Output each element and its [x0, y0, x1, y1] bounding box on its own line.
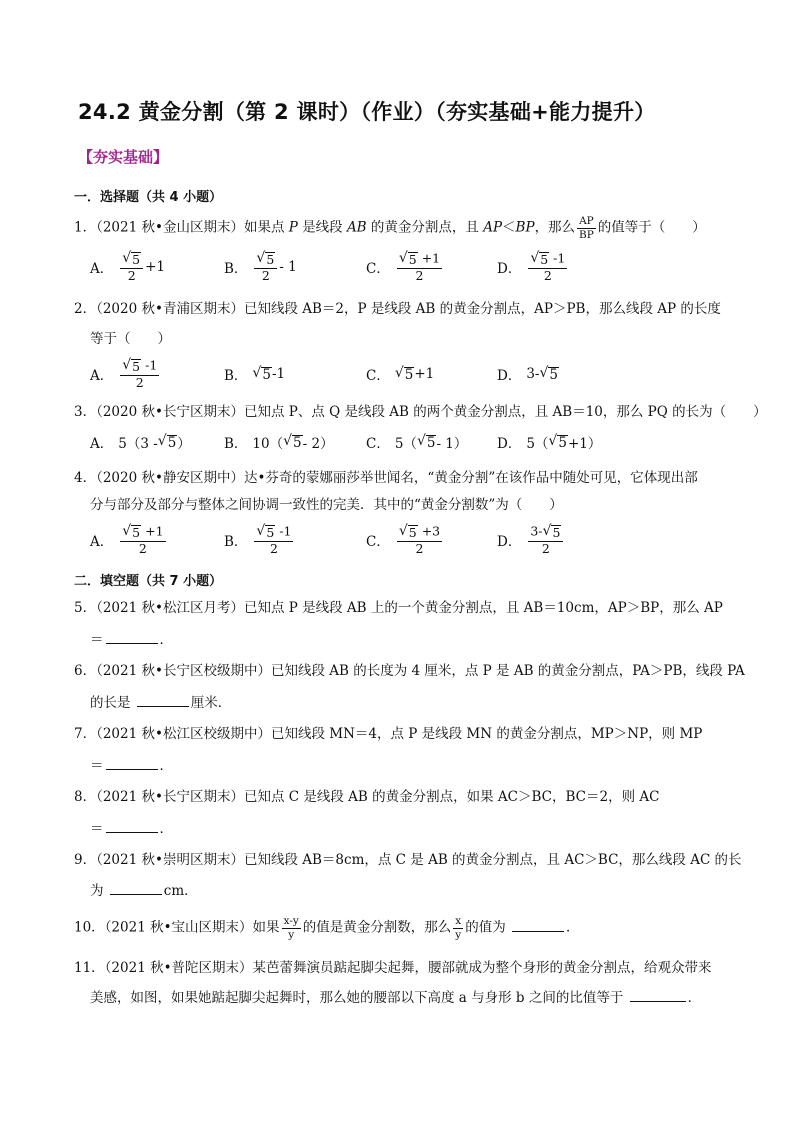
question-4: 4．（2020 秋•静安区期中）达•芬奇的蒙娜丽莎举世闻名，“黄金分割”在该作品中随处可见，它体现出部: [74, 470, 698, 486]
answer-blank[interactable]: [630, 989, 686, 1002]
question-3: 3．（2020 秋•长宁区期末）已知点 P、点 Q 是线段 AB 的两个黄金分割点，且 AB＝10，那么 PQ 的长为（ ）: [74, 404, 767, 420]
option-a[interactable]: A． √ 5 +1 2: [90, 523, 164, 557]
question-3-options: [90, 425, 690, 459]
question-5: 5．（2021 秋•松江区月考）已知点 P 是线段 AB 上的一个黄金分割点，且 AB＝10cm，AP＞BP，那么 AP: [74, 600, 723, 616]
option-b[interactable]: B． √ 5 -1 2: [224, 523, 292, 557]
answer-blank[interactable]: [137, 694, 189, 707]
question-11: 11．（2021 秋•普陀区期末）某芭蕾舞演员踮起脚尖起舞，腰部就成为整个身形的黄金分割点，给观众带来: [74, 960, 712, 976]
x-over-y-fraction: $\frac{x}{y}$: [455, 915, 462, 941]
question-8-cont: ＝ ．: [90, 821, 173, 837]
option-a[interactable]: A． √ 5 2 +1: [90, 250, 166, 284]
answer-blank[interactable]: [106, 820, 158, 833]
option-a[interactable]: A． 5（3 - √ 5 ）: [90, 432, 191, 452]
option-c[interactable]: C． √ 5 +1: [366, 364, 435, 384]
answer-blank[interactable]: [110, 882, 162, 895]
question-4-options: [90, 523, 690, 557]
option-c[interactable]: C． √ 5 +1 2: [366, 250, 441, 284]
part2-heading: 二．填空题（共 7 小题）: [74, 574, 223, 589]
option-d[interactable]: D． 3- √ 5: [497, 364, 558, 384]
question-4-cont: 分与部分及部分与整体之间协调一致性的完美．其中的“黄金分割数”为（ ）: [90, 497, 563, 513]
question-11-cont: 美感，如图，如果她踮起脚尖起舞时，那么她的腰部以下高度 a 与身形 b 之间的比值等于 ．: [90, 990, 702, 1006]
option-c[interactable]: C． 5（ √ 5 - 1）: [366, 432, 468, 452]
part1-heading: 一．选择题（共 4 小题）: [74, 190, 223, 205]
page-title: 24.2 黄金分割（第 2 课时）（作业）（夯实基础+能力提升）: [78, 100, 656, 124]
option-d[interactable]: D． 5（ √ 5 +1）: [497, 432, 602, 452]
option-d[interactable]: D． √ 5 -1 2: [497, 250, 566, 284]
question-2-options: [90, 357, 690, 391]
answer-blank[interactable]: [106, 757, 158, 770]
option-b[interactable]: B． √ 5 -1: [224, 364, 286, 384]
question-2-cont: 等于（ ）: [90, 331, 171, 347]
question-7-cont: ＝ ．: [90, 758, 173, 774]
question-7: 7．（2021 秋•松江区校级期中）已知线段 MN＝4，点 P 是线段 MN 的黄金分割点，MP＞NP，则 MP: [74, 726, 703, 742]
question-1: 1．（2021 秋•金山区期末）如果点 P 是线段 AB 的黄金分割点，且 AP＜BP，那么 $\frac{AP}{BP}$ 的值等于（ ）: [74, 215, 706, 241]
answer-blank[interactable]: [106, 631, 158, 644]
question-8: 8．（2021 秋•长宁区期末）已知点 C 是线段 AB 的黄金分割点，如果 AC＞BC，BC＝2，则 AC: [74, 789, 660, 805]
option-a[interactable]: A． √ 5 -1 2: [90, 357, 158, 391]
option-b[interactable]: B． √ 5 2 - 1: [224, 250, 297, 284]
question-6-cont: 的长是 厘米．: [90, 695, 232, 711]
option-b[interactable]: B． 10（ √ 5 - 2）: [224, 432, 334, 452]
x-minus-y-over-y-fraction: $\frac{x-y}{y}$: [283, 915, 299, 941]
section-tag: 【夯实基础】: [78, 148, 169, 166]
option-c[interactable]: C． √ 5 +3 2: [366, 523, 441, 557]
question-1-options: [90, 250, 690, 284]
answer-blank[interactable]: [512, 919, 564, 932]
question-9-cont: 为 cm．: [90, 883, 198, 899]
question-5-cont: ＝ ．: [90, 632, 173, 648]
question-2: 2．（2020 秋•青浦区期末）已知线段 AB＝2，P 是线段 AB 的黄金分割点，AP＞PB，那么线段 AP 的长度: [74, 301, 721, 317]
ap-over-bp-fraction: $\frac{AP}{BP}$: [579, 215, 594, 241]
option-d[interactable]: D． 3- √ 5 2: [497, 523, 565, 557]
question-10: 10．（2021 秋•宝山区期末）如果 $\frac{x-y}{y}$ 的值是黄金分割数，那么 $\frac{x}{y}$ 的值为 ．: [74, 915, 580, 941]
question-6: 6．（2021 秋•长宁区校级期中）已知线段 AB 的长度为 4 厘米，点 P 是 AB 的黄金分割点，PA＞PB，线段 PA: [74, 663, 745, 679]
question-9: 9．（2021 秋•崇明区期末）已知线段 AB＝8cm，点 C 是 AB 的黄金分割点，且 AC＞BC，那么线段 AC 的长: [74, 852, 742, 868]
